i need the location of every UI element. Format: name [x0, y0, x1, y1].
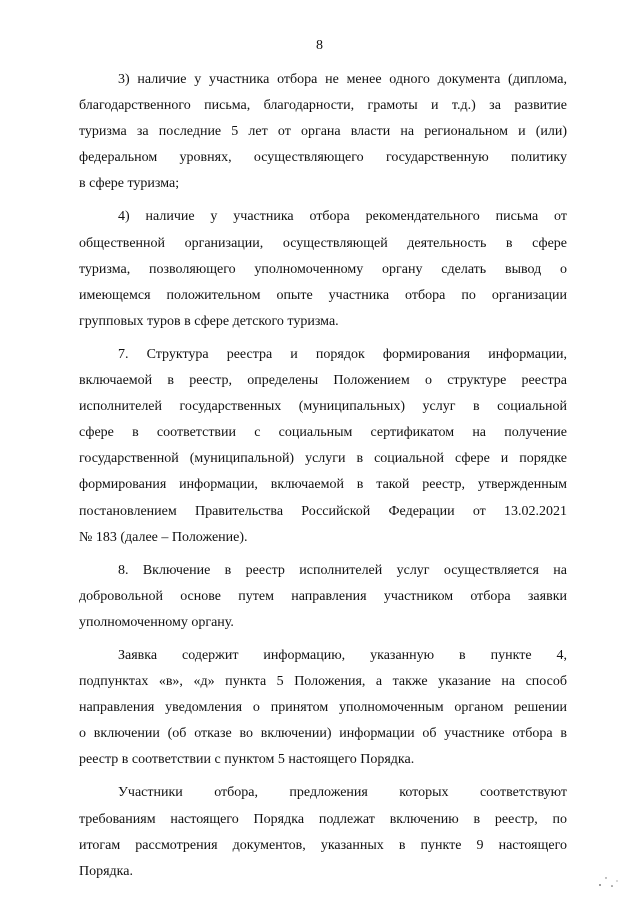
paragraph-item-3: [79, 67, 567, 197]
text-line: в сфере туризма;: [79, 176, 180, 192]
text-line: уполномоченному органу.: [79, 614, 234, 630]
paragraph-section-8: [79, 558, 567, 636]
text-line: благодарственного письма, благодарности, грамоты и т.д.) за развитие: [79, 98, 567, 114]
text-line: постановлением Правительства Российской Федерации от 13.02.2021: [79, 503, 567, 519]
paragraph-item-4: [79, 204, 567, 334]
document-body: [79, 67, 567, 885]
text-line: сфере в соответствии с социальным сертификатом на получение: [79, 425, 567, 441]
text-line: направления уведомления о принятом уполномоченным органом решении: [79, 700, 567, 716]
text-line: включаемой в реестр, определены Положением о структуре реестра: [79, 373, 567, 389]
text-line: 7. Структура реестра и порядок формирования информации,: [118, 346, 567, 362]
text-line: Порядка.: [79, 863, 133, 879]
page-number: 8: [316, 38, 323, 53]
text-line: групповых туров в сфере детского туризма.: [79, 313, 339, 329]
paragraph-section-7: [79, 342, 567, 551]
text-line: туризма, позволяющего уполномоченному органу сделать вывод о: [79, 261, 567, 277]
text-line: реестр в соответствии с пунктом 5 настоящего Порядка.: [79, 752, 415, 768]
text-line: 8. Включение в реестр исполнителей услуг осуществляется на: [118, 562, 567, 578]
text-line: требованиям настоящего Порядка подлежат включению в реестр, по: [79, 811, 567, 827]
text-line: 4) наличие у участника отбора рекомендательного письма от: [118, 209, 567, 225]
text-line: исполнителей государственных (муниципальных) услуг в социальной: [79, 399, 567, 415]
paragraph-participants: [79, 780, 567, 884]
text-line: общественной организации, осуществляющей деятельность в сфере: [79, 235, 567, 251]
text-line: подпунктах «в», «д» пункта 5 Положения, а также указание на способ: [79, 674, 567, 690]
text-line: формирования информации, включаемой в такой реестр, утвержденным: [79, 477, 567, 493]
paragraph-application: [79, 643, 567, 773]
text-line: о включении (об отказе во включении) информации об участнике отбора в: [79, 726, 567, 742]
text-line: 3) наличие у участника отбора не менее одного документа (диплома,: [118, 72, 567, 87]
text-line: туризма за последние 5 лет от органа власти на региональном и (или): [79, 124, 567, 140]
text-line: Участники отбора, предложения которых соответствуют: [118, 785, 567, 801]
scan-artifact: [597, 873, 621, 889]
text-line: № 183 (далее – Положение).: [79, 529, 248, 545]
text-line: добровольной основе путем направления участником отбора заявки: [79, 588, 567, 604]
text-line: государственной (муниципальной) услуги в социальной сфере и порядке: [79, 451, 567, 467]
text-line: итогам рассмотрения документов, указанных в пункте 9 настоящего: [79, 837, 567, 853]
text-line: федеральном уровнях, осуществляющего государственную политику: [79, 150, 567, 166]
text-line: Заявка содержит информацию, указанную в пункте 4,: [118, 647, 567, 663]
text-line: имеющемся положительном опыте участника отбора по организации: [79, 287, 567, 303]
